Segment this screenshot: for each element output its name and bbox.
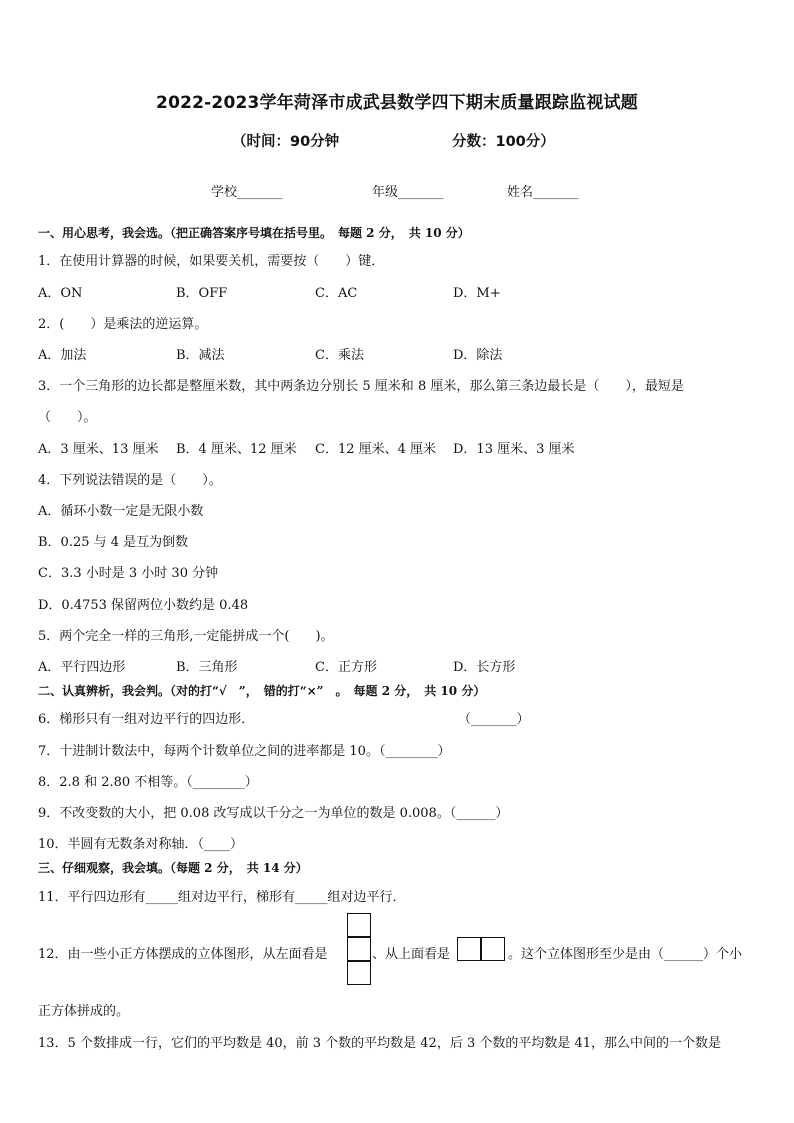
top-view-square-left bbox=[457, 937, 481, 961]
page-title: 2022-2023学年菏泽市成武县数学四下期末质量跟踪监视试题 bbox=[156, 93, 638, 113]
question-12-part1: 12．由一些小正方体摆成的立体图形，从左面看是 bbox=[38, 947, 328, 962]
q3-option-b: B．4 厘米、12 厘米 bbox=[176, 442, 297, 457]
name-field: 姓名_______ bbox=[507, 185, 579, 200]
section-2-heading: 二、认真辨析，我会判。（对的打“√ ”， 错的打“×” 。 每题 2 分， 共 10 分） bbox=[38, 684, 486, 698]
question-10: 10．半圆有无数条对称轴．（____） bbox=[38, 837, 244, 852]
q2-option-b: B．减法 bbox=[176, 348, 225, 363]
question-3-line2: （ ）。 bbox=[38, 410, 97, 425]
question-4: 4．下列说法错误的是（ ）。 bbox=[38, 473, 222, 488]
q4-option-d: D．0.4753 保留两位小数约是 0.48 bbox=[38, 598, 249, 613]
left-view-square-middle bbox=[347, 937, 371, 961]
q5-option-b: B．三角形 bbox=[176, 660, 238, 675]
question-12-part3: 。这个立体图形至少是由（______）个小 bbox=[508, 947, 743, 962]
section-3-heading: 三、仔细观察，我会填。（每题 2 分， 共 14 分） bbox=[38, 861, 308, 875]
q3-option-a: A．3 厘米、13 厘米 bbox=[38, 442, 159, 457]
top-view-square-right bbox=[481, 937, 505, 961]
q2-option-a: A．加法 bbox=[38, 348, 87, 363]
school-field: 学校_______ bbox=[211, 185, 283, 200]
question-9: 9．不改变数的大小，把 0.08 改写成以千分之一为单位的数是 0.008。（______） bbox=[38, 806, 509, 821]
q5-option-d: D．长方形 bbox=[453, 660, 516, 675]
question-3: 3．一个三角形的边长都是整厘米数，其中两条边分别长 5 厘米和 8 厘米，那么第三条边最长是（ ），最短是 bbox=[38, 379, 684, 394]
question-1: 1．在使用计算器的时候，如果要关机，需要按（ ）键． bbox=[38, 254, 385, 269]
exam-time: （时间：90分钟 bbox=[232, 134, 340, 150]
question-5: 5．两个完全一样的三角形,一定能拼成一个( )。 bbox=[38, 629, 334, 644]
q1-option-a: A．ON bbox=[38, 286, 83, 301]
q1-option-c: C．AC bbox=[315, 286, 358, 301]
q4-option-a: A．循环小数一定是无限小数 bbox=[38, 504, 204, 519]
left-view-square-top bbox=[347, 913, 371, 937]
question-7: 7．十进制计数法中，每两个计数单位之间的进率都是 10。（________） bbox=[38, 744, 451, 759]
section-1-heading: 一、用心思考，我会选。（把正确答案序号填在括号里。 每题 2 分， 共 10 分） bbox=[38, 226, 470, 240]
left-view-square-bottom bbox=[347, 961, 371, 985]
q1-option-d: D．M+ bbox=[453, 286, 501, 301]
question-13: 13．5 个数排成一行，它们的平均数是 40，前 3 个数的平均数是 42，后 3 个数的平均数是 41，那么中间的一个数是 bbox=[38, 1036, 722, 1051]
q2-option-c: C．乘法 bbox=[315, 348, 364, 363]
q3-option-d: D．13 厘米、3 厘米 bbox=[453, 442, 575, 457]
q2-option-d: D．除法 bbox=[453, 348, 503, 363]
question-8: 8．2.8 和 2.80 不相等。（________） bbox=[38, 775, 258, 790]
question-6-answer: （_______） bbox=[458, 712, 530, 727]
q5-option-a: A．平行四边形 bbox=[38, 660, 126, 675]
q4-option-c: C．3.3 小时是 3 小时 30 分钟 bbox=[38, 566, 219, 581]
question-12-line2: 正方体拼成的。 bbox=[38, 1004, 130, 1019]
q3-option-c: C．12 厘米、4 厘米 bbox=[315, 442, 437, 457]
q1-option-b: B．OFF bbox=[176, 286, 228, 301]
grade-field: 年级_______ bbox=[372, 185, 444, 200]
exam-score: 分数：100分） bbox=[452, 134, 555, 150]
q5-option-c: C．正方形 bbox=[315, 660, 377, 675]
q4-option-b: B．0.25 与 4 是互为倒数 bbox=[38, 535, 189, 550]
question-12-part2: 、从上面看是 bbox=[372, 947, 451, 962]
question-11: 11．平行四边形有_____组对边平行，梯形有_____组对边平行． bbox=[38, 890, 406, 905]
question-6: 6．梯形只有一组对边平行的四边形． bbox=[38, 712, 255, 727]
question-2: 2．( ）是乘法的逆运算。 bbox=[38, 317, 208, 332]
